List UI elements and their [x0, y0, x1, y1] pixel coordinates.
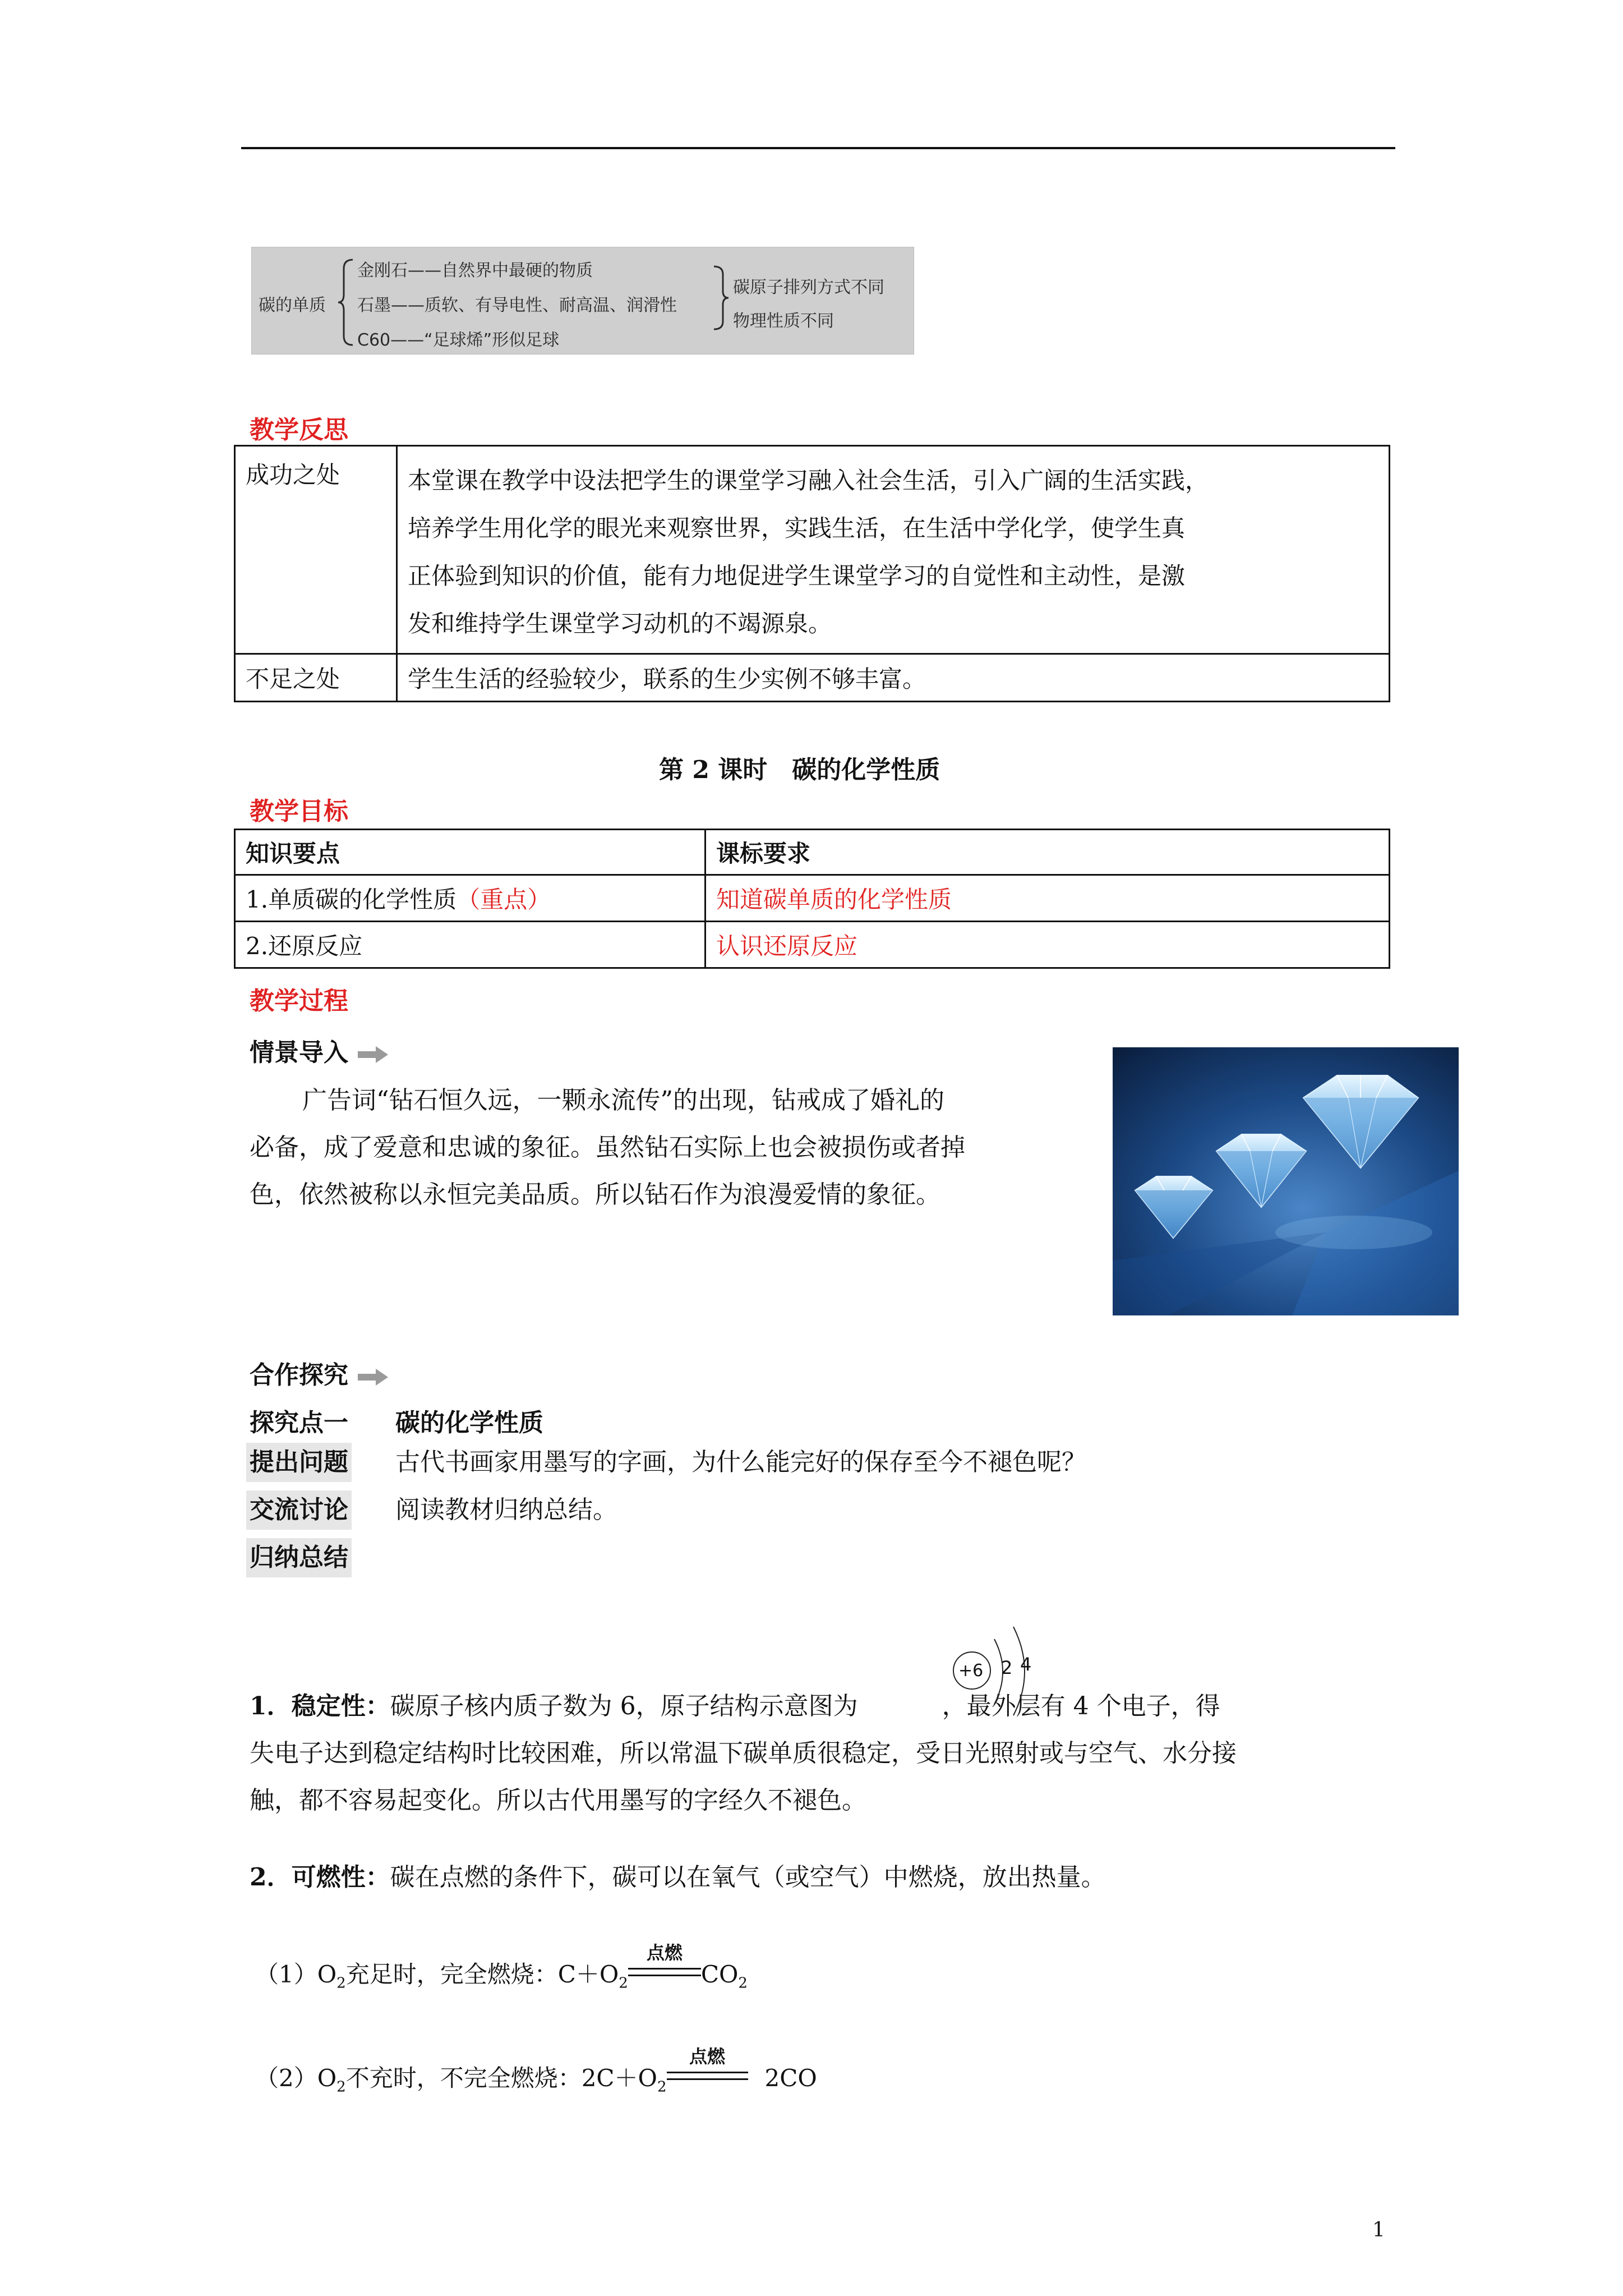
diagram-root: 碳的单质	[259, 296, 326, 315]
goals-point: 2.还原反应	[246, 932, 363, 960]
reaction-condition-equals	[628, 1942, 701, 1990]
intro-line: 色，依然被称以永恒完美品质。所以钻石作为浪漫爱情的象征。	[250, 1180, 940, 1209]
eq-text: 不充时，不完全燃烧：2C＋O	[345, 2064, 657, 2092]
condition-ignite: 点燃	[689, 2046, 726, 2067]
stability-text-a: 碳原子核内质子数为 6，原子结构示意图为	[390, 1692, 858, 1720]
combustion-text: 碳在点燃的条件下，碳可以在氧气（或空气）中燃烧，放出热量。	[390, 1863, 1106, 1892]
question-text: 古代书画家用墨写的字画，为什么能完好的保存至今不褪色呢？	[395, 1448, 1086, 1476]
diagram-item-c60: C60——“足球烯”形似足球	[357, 330, 560, 350]
intro-line: 必备，成了爱意和忠诚的象征。虽然钻石实际上也会被损伤或者掉	[250, 1133, 965, 1162]
stability-line-3: 触，都不容易起变化。所以古代用墨写的字经久不褪色。	[250, 1786, 866, 1815]
diagram-item-diamond: 金刚石——自然界中最硬的物质	[357, 261, 593, 280]
goals-col-points: 知识要点	[235, 830, 706, 875]
eq-subscript: 2	[738, 1975, 748, 1992]
coop-label	[250, 1355, 389, 1391]
header-rule	[241, 147, 1395, 149]
goals-point: 1.单质碳的化学性质	[246, 886, 457, 913]
eq-subscript: 2	[336, 2078, 346, 2096]
intro-line: 广告词“钻石恒久远，一颗永流传”的出现，钻戒成了婚礼的	[302, 1086, 944, 1115]
stability-text-b: ，最外层有 4 个电子，得	[942, 1692, 1220, 1720]
goals-requirement: 认识还原反应	[706, 922, 1390, 968]
diagram-note-arrangement: 碳原子排列方式不同	[733, 278, 884, 297]
discussion-label: 交流讨论	[246, 1490, 352, 1530]
goals-col-requirements: 课标要求	[706, 830, 1390, 875]
table-row	[235, 875, 1390, 922]
reflection-table	[234, 445, 1390, 702]
equation-complete-combustion	[255, 1942, 748, 1992]
table-row	[235, 830, 1390, 875]
table-row	[235, 654, 1390, 702]
intro-label-text: 情景导入	[250, 1038, 348, 1067]
stability-label: 1．稳定性：	[250, 1692, 390, 1720]
page-number: 1	[1372, 2219, 1385, 2242]
left-brace-icon	[336, 257, 358, 347]
reflection-heading: 教学反思	[250, 416, 348, 444]
carbon-allotropes-diagram	[251, 247, 914, 355]
diamonds-photo	[1113, 1047, 1459, 1315]
reaction-condition-equals	[667, 2046, 748, 2094]
reflection-label-shortcoming: 不足之处	[235, 654, 397, 702]
eq-subscript: 2	[619, 1975, 628, 1992]
process-heading: 教学过程	[250, 987, 348, 1015]
atom-shell-2: 4	[1020, 1654, 1032, 1675]
discussion-text: 阅读教材归纳总结。	[395, 1496, 617, 1524]
condition-ignite: 点燃	[646, 1942, 683, 1963]
reflection-success-line: 培养学生用化学的眼光来观察世界，实践生活，在生活中学化学，使学生真	[408, 514, 1186, 542]
intro-paragraph	[250, 1077, 1096, 1218]
intro-label	[250, 1032, 389, 1068]
arrow-right-icon	[357, 1045, 389, 1064]
reflection-success-line: 正体验到知识的价值，能有力地促进学生课堂学习的自觉性和主动性，是激	[408, 562, 1186, 590]
goals-table	[234, 829, 1390, 969]
arrow-right-icon	[357, 1368, 389, 1387]
key-point-tag: （重点）	[457, 886, 551, 913]
combustion-line	[250, 1854, 1106, 1901]
eq-text: （2）O	[255, 2064, 337, 2092]
eq-text: （1）O	[255, 1961, 337, 1988]
combustion-label: 2．可燃性：	[250, 1863, 390, 1892]
eq-text: 充足时，完全燃烧：C＋O	[345, 1961, 619, 1988]
stability-line-1	[250, 1683, 1220, 1730]
reflection-success-line: 发和维持学生课堂学习动机的不竭源泉。	[408, 610, 832, 637]
atom-nucleus: +6	[958, 1661, 984, 1681]
reflection-label-success: 成功之处	[235, 446, 397, 654]
question-label: 提出问题	[246, 1443, 352, 1482]
eq-subscript: 2	[657, 2078, 667, 2096]
stability-line-2: 失电子达到稳定结构时比较困难，所以常温下碳单质很稳定，受日光照射或与空气、水分接	[250, 1739, 1237, 1768]
explore-title: 碳的化学性质	[395, 1409, 543, 1437]
table-row	[235, 446, 1390, 654]
table-row	[235, 922, 1390, 968]
eq-text: CO	[700, 1961, 739, 1988]
eq-subscript: 2	[336, 1975, 346, 1992]
lesson-title: 第 2 课时 碳的化学性质	[659, 756, 940, 784]
coop-label-text: 合作探究	[250, 1361, 348, 1389]
equation-incomplete-combustion	[255, 2046, 817, 2096]
right-brace-icon	[711, 264, 733, 332]
goals-heading: 教学目标	[250, 797, 348, 826]
reflection-shortcoming-text: 学生生活的经验较少，联系的生少实例不够丰富。	[397, 654, 1390, 702]
goals-requirement: 知道碳单质的化学性质	[706, 875, 1390, 922]
explore-label: 探究点一	[250, 1409, 348, 1437]
carbon-atom-structure-diagram	[951, 1621, 1040, 1717]
diagram-item-graphite: 石墨——质软、有导电性、耐高温、润滑性	[357, 296, 677, 315]
goals-point-cell	[235, 875, 706, 922]
eq-text: 2CO	[764, 2064, 817, 2092]
reflection-success-text	[397, 446, 1390, 654]
reflection-success-line: 本堂课在教学中设法把学生的课堂学习融入社会生活，引入广阔的生活实践，	[408, 467, 1209, 494]
summary-label: 归纳总结	[246, 1538, 352, 1577]
goals-point-cell	[235, 922, 706, 968]
diagram-note-physical: 物理性质不同	[733, 311, 834, 331]
atom-shell-1: 2	[1001, 1657, 1013, 1678]
